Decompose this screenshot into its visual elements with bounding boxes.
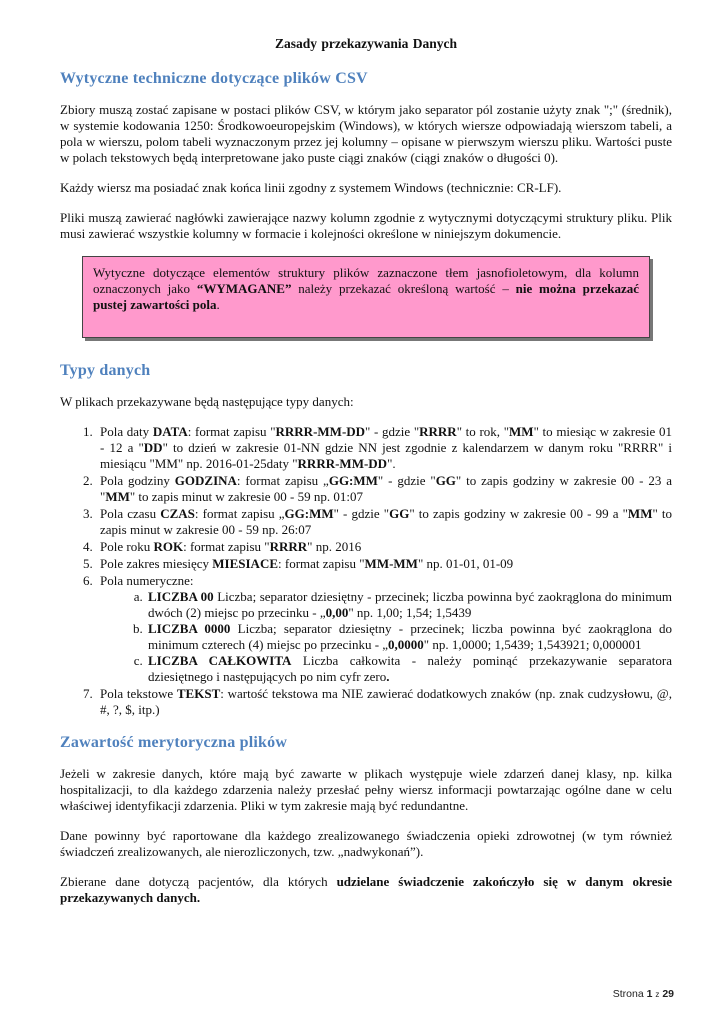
item-keyword: .: [386, 669, 390, 684]
document-title: Zasady przekazywania Danych: [274, 36, 457, 51]
item-keyword: ROK: [153, 539, 184, 554]
item-keyword: TEKST: [176, 686, 221, 701]
item-text: Pola godziny: [100, 473, 175, 488]
item-keyword: GG:MM: [284, 506, 334, 521]
item-text: " to zapis minut w zakresie 00 - 59 np. 01:07: [129, 489, 363, 504]
page-footer: [613, 988, 674, 1000]
item-text: : format zapisu „: [236, 473, 329, 488]
item-keyword: CZAS: [160, 506, 195, 521]
data-types-list: [60, 424, 672, 718]
item-keyword: 0,00: [325, 605, 349, 620]
content-paragraph-2: Dane powinny być raportowane dla każdego zrealizowanego świadczenia opieki zdrowotnej (w tym również świadczeń zrealizowanych, ale nierozliczonych, tzw. „nadwykonań”).: [60, 828, 672, 859]
item-text: : wartość tekstowa ma NIE zawierać dodatkowych znaków (np. znak cudzysłowu, @, #, ?, $, itp.): [100, 686, 672, 717]
item-text: Pola daty: [100, 424, 153, 439]
footer-page-label: Strona: [612, 988, 644, 1000]
item-keyword: LICZBA 00: [148, 589, 214, 604]
content-heading: Zawartość merytoryczna plików: [60, 734, 288, 751]
item-text: " to dzień w zakresie 01-NN gdzie NN jest zgodnie z kalendarzem w danym roku "RRRR" i miesiącu "MM" np. 2016-01-25daty ": [100, 440, 672, 471]
csv-paragraph-1: Zbiory muszą zostać zapisane w postaci plików CSV, w którym jako separator pól zostanie użyty znak ";" (średnik), w systemie kodowania 1250: Środkowoeuropejskim (Windows), w których wiersze odpowiadają wierszom tabeli, a pola w wierszu, polom tabeli wyznaczonym przez jej kolumny – opisane w pierwszym wierszu pliku. Wartości puste w polach tekstowych będą interpretowane jako puste ciągi znaków (ciągi znaków o długości 0).: [60, 102, 672, 165]
csv-guidelines-heading: Wytyczne techniczne dotyczące plików CSV: [60, 70, 368, 87]
callout-text: należy przekazać określoną wartość –: [291, 281, 516, 296]
item-text: Liczba; separator dziesiętny - przecinek; liczba powinna być zaokrąglona do minimum dwóch (2) miejsc po przecinku - „: [148, 589, 672, 620]
content-paragraph-3: [60, 874, 672, 906]
list-item-year: [96, 539, 672, 555]
list-item-text: [96, 686, 672, 718]
item-text: Pole roku: [100, 539, 154, 554]
csv-paragraph-3: Pliki muszą zawierać nagłówki zawierające nazwy kolumn zgodnie z wytycznymi dotyczącymi struktury pliku. Plik musi zawierać wszystkie kolumny w formacie i kolejności określone w niniejszym dokumencie.: [60, 210, 672, 241]
item-text: Pola numeryczne:: [100, 573, 194, 588]
item-text: " to rok, ": [456, 424, 510, 439]
data-types-intro: W plikach przekazywane będą następujące typy danych:: [60, 394, 354, 409]
item-text: " to zapis minut w zakresie 00 - 59 np. 26:07: [100, 506, 673, 537]
item-keyword: LICZBA CAŁKOWITA: [148, 653, 292, 668]
list-item-date: [96, 424, 672, 472]
item-text: : format zapisu „: [194, 506, 285, 521]
item-text: ".: [387, 456, 396, 471]
item-keyword: RRRR: [269, 539, 308, 554]
item-text: Liczba całkowita - należy pominąć przekazywanie separatora dziesiętnego i następujących po nim cyfr zero: [148, 653, 672, 684]
item-keyword: GG: [435, 473, 456, 488]
item-keyword: MM: [509, 424, 534, 439]
item-keyword: RRRR-MM-DD: [297, 456, 388, 471]
item-keyword: RRRR-MM-DD: [275, 424, 366, 439]
callout-text: .: [216, 297, 220, 312]
item-keyword: RRRR: [419, 424, 457, 439]
footer-of-label: z: [655, 990, 660, 999]
item-keyword: DD: [143, 440, 163, 455]
item-keyword: 0,0000: [388, 637, 424, 652]
list-item-hour: [96, 473, 672, 505]
paragraph-text: Zbierane dane dotyczą pacjentów, dla których: [60, 874, 337, 889]
item-text: " - gdzie ": [365, 424, 420, 439]
item-text: " - gdzie ": [377, 473, 436, 488]
numeric-sublist: [100, 589, 672, 685]
required-fields-callout: [82, 256, 650, 338]
paragraph-emphasis: udzielane świadczenie zakończyło się w danym okresie przekazywanych danych.: [60, 874, 672, 905]
callout-required-label: “WYMAGANE”: [196, 281, 292, 296]
item-keyword: GODZINA: [174, 473, 237, 488]
item-keyword: LICZBA 0000: [148, 621, 231, 636]
item-keyword: MIESIACE: [212, 556, 279, 571]
item-keyword: MM-MM: [364, 556, 418, 571]
document-page: [60, 36, 672, 920]
footer-page-number: 1: [646, 988, 653, 1000]
item-text: " to zapis godziny w zakresie 00 - 99 a ": [409, 506, 628, 521]
item-keyword: MM: [105, 489, 130, 504]
item-text: : format zapisu ": [278, 556, 365, 571]
item-text: " np. 1,00; 1,54; 1,5439: [348, 605, 472, 620]
item-text: : format zapisu ": [187, 424, 276, 439]
item-text: " to miesiąc w zakresie 01 - 12 a ": [100, 424, 672, 455]
item-keyword: MM: [627, 506, 653, 521]
list-item-numeric: [96, 573, 672, 685]
item-text: " to zapis godziny w zakresie 00 - 23 a ": [100, 473, 672, 504]
item-text: Pola czasu: [100, 506, 161, 521]
list-item-months: [96, 556, 672, 572]
csv-paragraph-2: Każdy wiersz ma posiadać znak końca linii zgodny z systemem Windows (technicznie: CR-LF).: [60, 180, 562, 195]
sublist-item-liczba-calkowita: [146, 653, 672, 685]
callout-text: Wytyczne dotyczące elementów struktury plików zaznaczone tłem jasnofioletowym, dla kolumn oznaczonych jako: [93, 265, 639, 296]
callout-emphasis: nie można przekazać pustej zawartości pola: [93, 281, 639, 312]
sublist-item-liczba-0000: [146, 621, 672, 653]
item-keyword: DATA: [152, 424, 188, 439]
item-text: Pole zakres miesięcy: [100, 556, 213, 571]
footer-total-pages: 29: [662, 988, 674, 1000]
item-keyword: GG:MM: [328, 473, 378, 488]
item-text: " np. 2016: [307, 539, 362, 554]
item-text: : format zapisu ": [183, 539, 270, 554]
item-text: Liczba; separator dziesiętny - przecinek; liczba powinna być zaokrąglona do minimum czterech (4) miejsc po przecinku - „: [148, 621, 672, 652]
item-keyword: GG: [389, 506, 410, 521]
list-item-time: [96, 506, 672, 538]
item-text: Pola tekstowe: [100, 686, 177, 701]
sublist-item-liczba-00: [146, 589, 672, 621]
item-text: " np. 1,0000; 1,5439; 1,543921; 0,000001: [423, 637, 642, 652]
item-text: " - gdzie ": [333, 506, 390, 521]
item-text: " np. 01-01, 01-09: [417, 556, 514, 571]
data-types-heading: Typy danych: [60, 362, 151, 379]
content-paragraph-1: Jeżeli w zakresie danych, które mają być zawarte w plikach występuje wiele zdarzeń danej klasy, np. kilka hospitalizacji, to dla każdego zdarzenia należy przesłać pełny wiersz informacji powtarzając ogólne dane w celu właściwej identyfikacji zdarzenia. Pliki w tym zakresie mają być redundantne.: [60, 766, 672, 813]
